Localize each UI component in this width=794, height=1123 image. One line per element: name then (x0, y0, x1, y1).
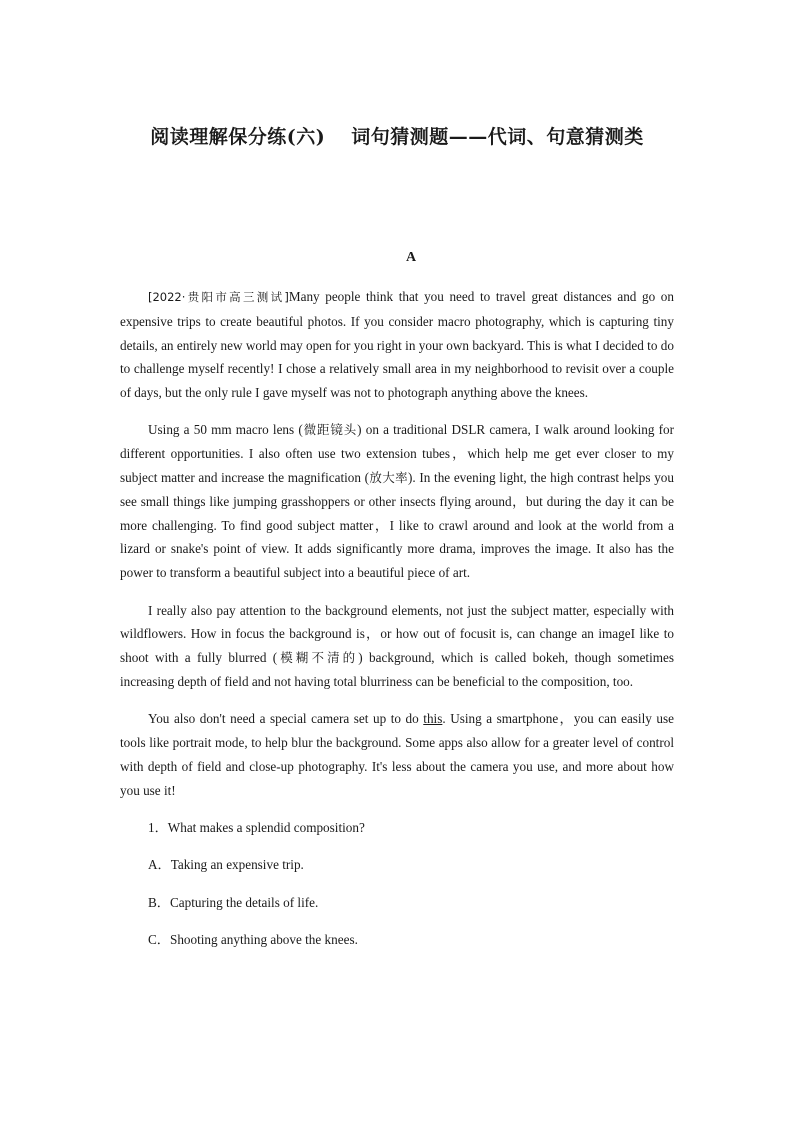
option-a-text: Taking an expensive trip. (170, 857, 304, 873)
paragraph-4-text-b: . Using a smartphone，you can easily use tools like portrait mode, to help blur the background. Some apps also allow for a greater level of control with depth of field and close-up photography. It's less about the camera you use, and more about how you use it! (120, 711, 674, 798)
paragraph-2-text-a: Using a 50 mm macro lens ( (148, 422, 303, 438)
option-b (120, 891, 674, 915)
option-b-text: Capturing the details of life. (169, 894, 319, 910)
question-1 (120, 816, 674, 840)
option-b-label: B． (148, 894, 170, 910)
paragraph-2 (120, 418, 674, 585)
option-a-label: A． (148, 857, 171, 873)
gloss-blurred: 模糊不清的 (277, 650, 359, 666)
option-c-text: Shooting anything above the knees. (169, 931, 358, 947)
underlined-word-this: this (423, 711, 443, 727)
source-citation: [2022·贵阳市高三测试] (148, 290, 289, 304)
passage-body (120, 285, 674, 965)
option-a (120, 853, 674, 877)
paragraph-2-text-b: ) on a traditional DSLR camera, I walk around looking for different opportunities. I also often use two extension tubes，which help me get ever closer to my subject matter and increase the magnification ( (120, 422, 674, 486)
paragraph-1-text: Many people think that you need to travel great distances and go on expensive trips to create beautiful photos. If you consider macro photography, which is capturing tiny details, an entirely new world may open for you right in your own backyard. This is what I decided to do to challenge myself recently! I chose a relatively small area in my neighborhood to revisit over a couple of days, but the only rule I gave myself was not to photograph anything above the knees. (120, 289, 674, 401)
paragraph-4-text-a: You also don't need a special camera set up to do (148, 711, 424, 727)
gloss-macro-lens: 微距镜头 (302, 422, 358, 438)
page-title (0, 122, 794, 149)
gloss-magnification: 放大率 (369, 470, 409, 486)
paragraph-3-text-b: ) background, which is called bokeh, though sometimes increasing depth of field and not having total blurriness can be beneficial to the composition, too. (120, 650, 674, 689)
title-part-1: 阅读理解保分练(六) (150, 126, 326, 148)
paragraph-4 (120, 707, 674, 802)
paragraph-2-text-c: ). In the evening light, the high contrast helps you see small things like jumping grasshoppers or other insects flying around，but during the day it can be more challenging. To find good subject matter，I like to crawl around and look at the world from a lizard or snake's point of view. It adds significantly more drama, improves the image. It also has the power to transform a beautiful subject into a beautiful piece of art. (120, 470, 674, 581)
title-part-2: 词句猜测题——代词、句意猜测类 (351, 126, 644, 148)
option-c-label: C． (148, 931, 170, 947)
paragraph-3-text-a: I really also pay attention to the background elements, not just the subject matter, especially with wildflowers. How in focus the background is，or how out of focusit is, can change an imageI like to shoot with a fully blurred ( (120, 602, 674, 666)
question-number: 1． (148, 819, 168, 835)
paragraph-1 (120, 285, 674, 405)
section-label: A (405, 250, 417, 265)
question-text: What makes a splendid composition? (167, 819, 365, 835)
option-c (120, 928, 674, 952)
paragraph-3 (120, 599, 674, 694)
